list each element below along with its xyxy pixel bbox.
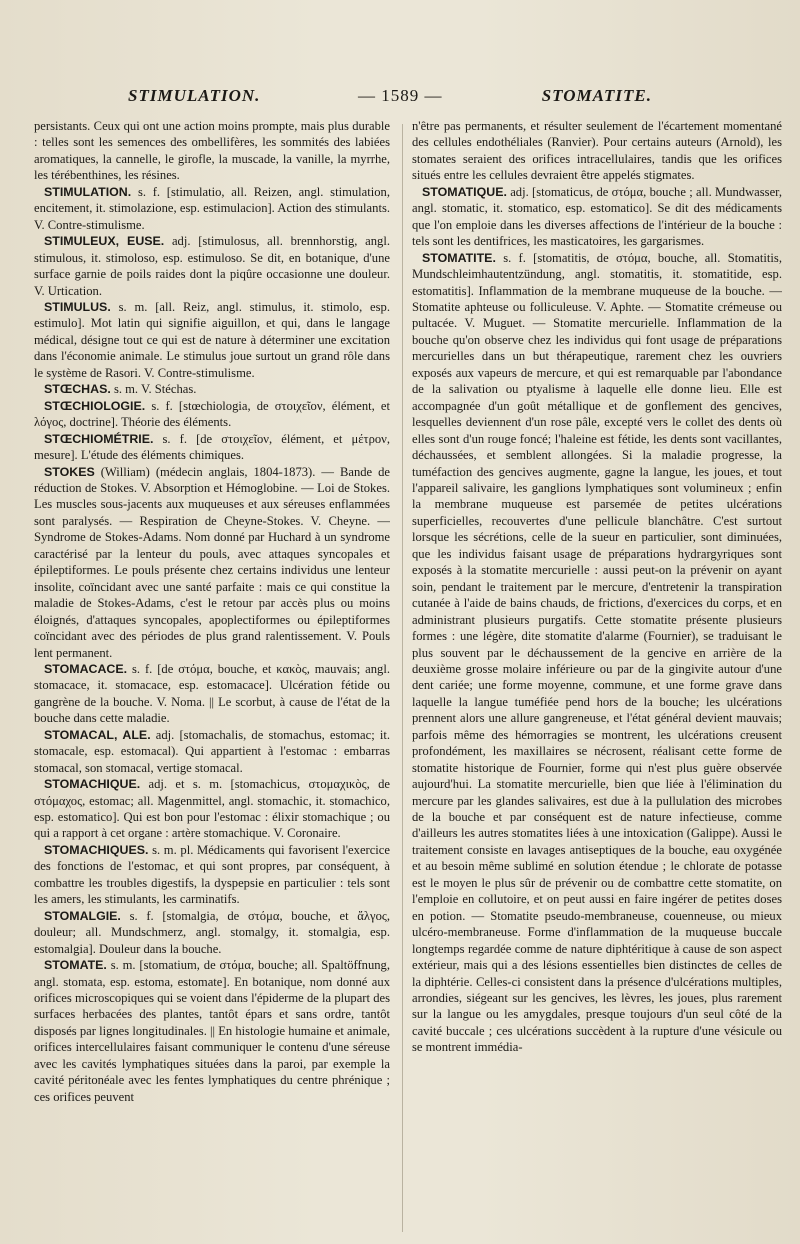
dictionary-entry	[412, 184, 782, 250]
entry-headword: STIMULUS.	[44, 299, 111, 314]
entry-text: adj. [stimulosus, all. brennhorstig, angl. stimulous, it. stimoloso, esp. estimuloso. Se dit, en botanique, d'une surface garnie de poils raides dont la piqûre occasionne une douleur. V. Urtication.	[34, 234, 390, 298]
entry-text: s. f. [de στόμα, bouche, et κακὸς, mauvais; angl. stomacace, it. stomacace, esp. estomacace]. Ulcération fétide ou gangrène de la bouche. V. Noma. || Le scorbut, à cause de l'état de la bouche dans cette maladie.	[34, 661, 390, 726]
dictionary-entry	[34, 184, 390, 233]
entry-text: adj. [stomaticus, de στόμα, bouche ; all. Mundwasser, angl. stomatic, it. stomatico, esp. estomatico]. Se dit des médicaments que l'on emploie dans les diverses affections de l'intérieur de la bouche : tels sont les dentifrices, les masticatoires, les gargarismes.	[412, 184, 782, 249]
dictionary-entry	[34, 118, 390, 184]
page-number: — 1589 —	[358, 86, 443, 105]
entry-text: (William) (médecin anglais, 1804-1873). — Bande de réduction de Stokes. V. Absorption et Hémoglobine. — Loi de Stokes. Les muscles sous-jacents aux muqueuses et aux séreuses enflammées sont paralysés. — Respiration de Cheyne-Stokes. V. Cheyne. — Syndrome de Stokes-Adams. Nom donné par Huchard à un syndrome caractérisé par la lenteur du pouls, avec attaques syncopales et épileptiformes. Le pouls présente chez certains individus une lenteur insolite, coïncidant avec une santé parfaite : mais ce qui constitue la maladie de Stokes-Adams, c'est le retour par accès plus ou moins éloignés, d'attaques syncopales, apoplectiformes ou épileptiformes coïncidant avec des périodes de plus grand ralentissement. V. Pouls lent permanent.	[34, 464, 390, 660]
dictionary-entry	[34, 776, 390, 842]
dictionary-entry	[34, 464, 390, 661]
entry-text: s. f. [stomalgia, de στόμα, bouche, et ἄλγος, douleur; all. Mundschmerz, angl. stomalgy, it. stomalgia, esp. estomalgia]. Douleur dans la bouche.	[34, 908, 390, 956]
dictionary-entry	[34, 957, 390, 1105]
header-left-term: STIMULATION.	[128, 86, 261, 105]
entry-text: adj. [stomachalis, de stomachus, estomac; it. stomacale, esp. estomacal). Qui appartient à l'estomac : embarras stomacal, son stomacal, vertige stomacal.	[34, 727, 390, 775]
right-column	[412, 118, 782, 1238]
dictionary-entry	[34, 233, 390, 299]
dictionary-entry	[34, 299, 390, 381]
entry-headword: STŒCHIOLOGIE.	[44, 398, 146, 413]
entry-headword: STOMACHIQUE.	[44, 777, 141, 792]
dictionary-entry	[412, 118, 782, 184]
entry-text: n'être pas permanents, et résulter seulement de l'écartement momentané des cellules endothéliales (Ranvier). Pour certains auteurs (Arnold), les stomates seraient des orifices intracellulaires, tandis que les orifices situés entre les cellules devraient être appelés stigmates.	[412, 119, 782, 183]
left-column	[34, 118, 390, 1238]
entry-headword: STOMACHIQUES.	[44, 842, 149, 857]
entry-headword: STIMULEUX, EUSE.	[44, 234, 165, 249]
entry-headword: STOMATE.	[44, 958, 107, 973]
running-header	[40, 86, 780, 112]
entry-text: s. m. V. Stéchas.	[113, 382, 197, 397]
entry-headword: STŒCHAS.	[44, 382, 111, 397]
entry-text: s. f. [stœchiologia, de στοιχεῖον, élément, et λόγος, doctrine]. Théorie des éléments.	[34, 398, 390, 430]
dictionary-entry	[34, 908, 390, 957]
entry-text: adj. et s. m. [stomachicus, στομαχικὸς, de στόμαχος, estomac; all. Magenmittel, angl. stomachic, it. stomachico, esp. estomatico]. Qui est bon pour l'estomac : élixir stomachique ; ou qui a rapport à cet organe : artère stomachique. V. Coronaire.	[34, 777, 390, 841]
column-divider	[402, 124, 403, 1232]
dictionary-entry	[34, 431, 390, 464]
entry-headword: STOMALGIE.	[44, 908, 121, 923]
dictionary-entry	[34, 727, 390, 776]
dictionary-entry	[34, 398, 390, 431]
dictionary-entry	[34, 842, 390, 908]
entry-text: s. f. [stimulatio, all. Reizen, angl. stimulation, encitement, it. stimolazione, esp. estimulacion]. Action des stimulants. V. Contre-stimulisme.	[34, 184, 390, 232]
entry-text: s. m. [all. Reiz, angl. stimulus, it. stimolo, esp. estimulo]. Mot latin qui signifie aiguillon, et qui, dans le langage médical, désigne tout ce qui est de nature à déterminer une excitation dans l'économie animale. Le stimulus joue surtout un grand rôle dans le système de Rasori. V. Contre-stimulisme.	[34, 299, 390, 380]
entry-text: s. m. pl. Médicaments qui favorisent l'exercice des fonctions de l'estomac, et qui sont propres, par conséquent, à combattre les troubles digestifs, la dyspepsie en particulier : tels sont les amers, les stimulants, les carminatifs.	[34, 842, 390, 907]
entry-text: s. f. [stomatitis, de στόμα, bouche, all. Stomatitis, Mundschleimhautentzündung, angl. stomatitis, it. stomatitide, esp. estomatitis]. Inflammation de la membrane muqueuse de la bouche. — Stomatite aphteuse ou folliculeuse. V. Aphte. — Stomatite crémeuse ou pultacée. V. Muguet. — Stomatite mercurielle. Inflammation de la bouche qu'on observe chez les individus qui font usage de préparations mercurielles dans un but thérapeutique, rarement chez les ouvriers exposés aux vapeurs de mercure, et qui est remarquable par l'abondance de la salivation ou ptyalisme à laquelle elle donne lieu. Elle est accompagnée d'un goût métallique et de gonflement des gencives, lesquelles deviennent d'un rose pâle, excepté vers le collet des dents où elles sont d'un rouge foncé; l'haleine est fétide, les dents sont vacillantes, déchaussées, et semblent allongées. Si la maladie progresse, la tuméfaction des gencives augmente, gagne la langue, les joues, et tout l'appareil salivaire, les ganglions lymphatiques sont volumineux ; enfin la membrane muqueuse est parsemée de petites ulcérations superficielles, recouvertes d'une pellicule blanchâtre. C'est surtout lorsque les sécrétions, celle de la sueur en particulier, sont diminuées, que les individus faisant usage de préparations hydrargyriques sont exposés à la stomatite mercurielle : aussi peut-on la prévenir on ayant soin, pendant le traitement par le mercure, d'entretenir la transpiration cutanée à l'aide de bains chauds, de frictions, d'exercices du corps, et en administrant plusieurs purgatifs. Cette stomatite présente plusieurs formes : une légère, dite stomatite d'alarme (Fournier), se traduisant le plus souvent par le déchaussement de la gencive en arrière de la deuxième grosse molaire inférieure ou par de la gingivite autour d'une dent cariée; une forme moyenne, commune, et une forme grave dans laquelle la langue tuméfiée pend hors de la bouche; les ulcérations prennent alors une allure gangreneuse, et l'état général devient mauvais; parfois même des hémorragies se montrent, les ulcérations creusent profondément, les maxillaires se nécrosent, réalisant cette forme de stomatite historique de Fournier, forme qui n'est plus guère observée aujourd'hui. La stomatite mercurielle, bien que liée à l'élimination du mercure par les glandes salivaires, est due à la pullulation des microbes de la bouche et par conséquent est de nature infectieuse, comme d'ailleurs les autres stomatites liées à une intoxication (Galippe). Aussi le traitement consiste en lavages antiseptiques de la bouche, eau oxygénée et au besoin même sublimé en solution étendue ; le chlorate de potasse est le moyen le plus sûr de prévenir ou de combattre cette stomatite, on l'emploie en collutoire, et on peut aussi en faire ingérer de petites doses en potion. — Stomatite pseudo-membraneuse, couenneuse, ou mieux ulcéro-membraneuse. Forme d'inflammation de la muqueuse buccale longtemps regardée comme de nature diphtéritique à cause de son aspect extérieur, mais qui a des lésions essentielles bien distinctes de celles de la diphtérie. Celles-ci consistent dans la présence d'ulcérations multiples, arrondies, siégeant sur les gencives, les lèvres, les joues, plus rarement sur la langue ou les amygdales, presque toujours d'un seul côté de la cavité buccale ; ces ulcérations succèdent à la rupture d'une vésicule ou se montrent immédia-	[412, 250, 782, 1055]
entry-text: persistants. Ceux qui ont une action moins prompte, mais plus durable : telles sont les semences des ombellifères, les sommités des labiées aromatiques, la cannelle, le girofle, la muscade, la vanille, la myrrhe, les térébenthines, les résines.	[34, 119, 390, 183]
entry-text: s. f. [de στοιχεῖον, élément, et μέτρον, mesure]. L'étude des éléments chimiques.	[34, 431, 390, 463]
entry-headword: STOMATITE.	[422, 250, 496, 265]
dictionary-entry	[34, 661, 390, 727]
entry-headword: STOMATIQUE.	[422, 184, 507, 199]
entry-headword: STOMACAL, ALE.	[44, 727, 151, 742]
entry-text: s. m. [stomatium, de στόμα, bouche; all. Spaltöffnung, angl. stomata, esp. estoma, estomate]. En botanique, nom donné aux orifices microscopiques qui se voient dans l'épiderme de la plupart des surfaces herbacées des plantes, tantôt épars et sans ordre, tantôt disposés par lignes longitudinales. || En histologie humaine et animale, orifices intercellulaires faisant communiquer le contenu d'une séreuse avec les cavités lymphatiques situées dans la paroi, par exemple la cavité péritonéale avec les fentes lymphatiques du centre phrénique ; ces orifices peuvent	[34, 958, 390, 1104]
two-column-body	[34, 118, 782, 1236]
entry-headword: STIMULATION.	[44, 184, 132, 199]
dictionary-entry	[34, 381, 390, 397]
entry-headword: STOKES	[44, 464, 95, 479]
dictionary-entry	[412, 250, 782, 1056]
entry-headword: STOMACACE.	[44, 661, 128, 676]
entry-headword: STŒCHIOMÉTRIE.	[44, 431, 154, 446]
header-right-term: STOMATITE.	[541, 86, 652, 105]
